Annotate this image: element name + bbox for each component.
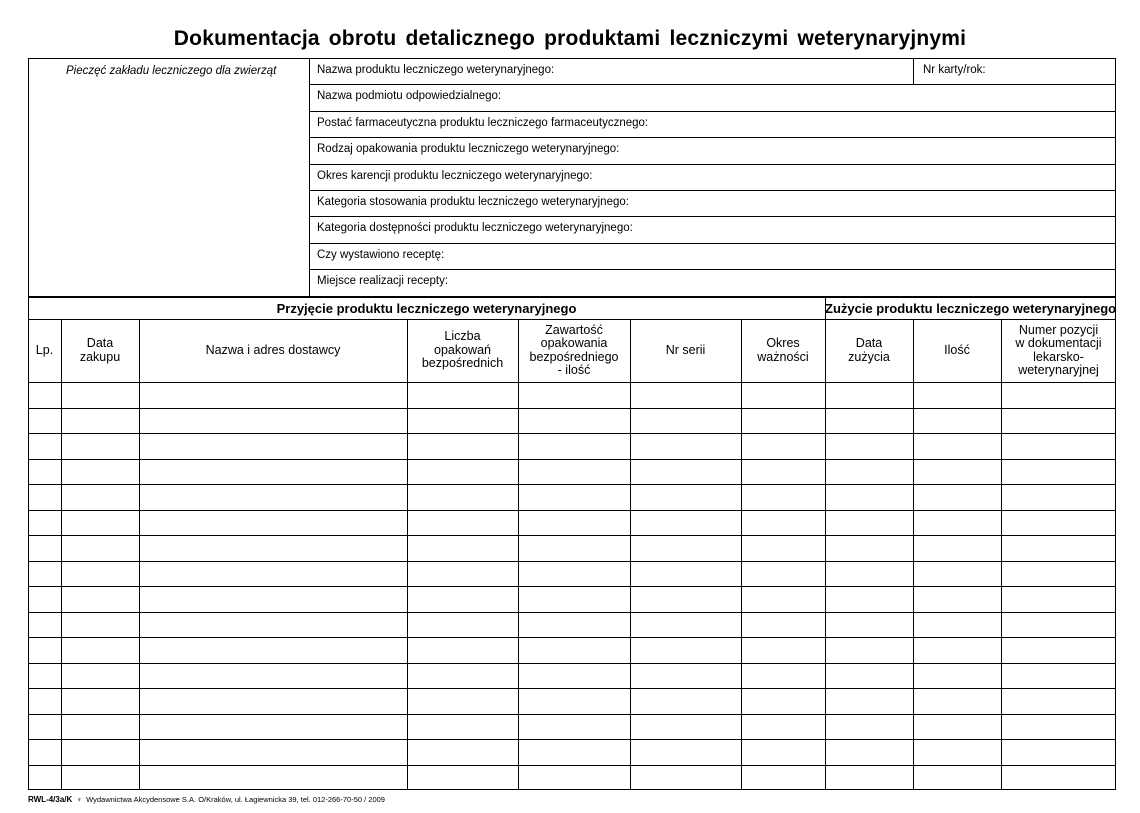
card-divider <box>913 58 914 84</box>
section-receipt-title: Przyjęcie produktu leczniczego weterynaryjnego <box>276 301 577 316</box>
column-header-label: Ilość <box>944 342 970 357</box>
table-row-line <box>28 714 1116 715</box>
column-header-label: Okres ważności <box>757 336 809 364</box>
header-row-line <box>309 111 1116 112</box>
column-divider <box>518 319 519 790</box>
table-row-line <box>28 765 1116 766</box>
header-bottom-line <box>28 296 1116 298</box>
table-row-line <box>28 663 1116 664</box>
column-header-label: Nazwa i adres dostawcy <box>205 342 341 357</box>
column-header <box>1001 319 1116 382</box>
column-header <box>139 319 407 382</box>
header-row-line <box>309 137 1116 138</box>
column-divider <box>825 319 826 790</box>
column-header <box>913 319 1001 382</box>
column-header-label: Nr serii <box>665 342 706 357</box>
column-divider <box>630 319 631 790</box>
column-header <box>825 319 913 382</box>
table-row-line <box>28 561 1116 562</box>
column-header <box>630 319 741 382</box>
table-row-line <box>28 433 1116 434</box>
column-header <box>407 319 518 382</box>
column-divider <box>407 319 408 790</box>
table-row-line <box>28 510 1116 511</box>
header-row-line <box>309 164 1116 165</box>
column-header <box>518 319 630 382</box>
header-field-label: Kategoria stosowania produktu leczniczego weterynaryjnego: <box>317 196 629 208</box>
header-row-line <box>309 269 1116 270</box>
table-row-line <box>28 612 1116 613</box>
table-row-line <box>28 459 1116 460</box>
column-divider <box>1001 319 1002 790</box>
table-row-line <box>28 637 1116 638</box>
column-header-label: Zawartość opakowania bezpośredniego - ilość <box>529 322 619 377</box>
stamp-label: Pieczęć zakładu leczniczego dla zwierząt <box>66 65 277 77</box>
card-number-label: Nr karty/rok: <box>923 64 986 76</box>
table-row-line <box>28 586 1116 587</box>
column-header-label: Numer pozycji w dokumentacji lekarsko- weterynaryjnej <box>1015 322 1102 377</box>
page-title: Dokumentacja obrotu detalicznego produktami leczniczymi weterynaryjnymi <box>173 27 967 50</box>
table-row-line <box>28 739 1116 740</box>
column-divider <box>139 319 140 790</box>
table-row-line <box>28 688 1116 689</box>
column-header <box>61 319 139 382</box>
table-row-line <box>28 484 1116 485</box>
column-header-label: Liczba opakowań bezpośrednich <box>421 329 504 371</box>
header-field-label: Okres karencji produktu leczniczego weterynaryjnego: <box>317 169 593 182</box>
header-field-label: Nazwa podmiotu odpowiedzialnego: <box>317 90 502 103</box>
table-row-line <box>28 408 1116 409</box>
table-row-line <box>28 535 1116 536</box>
column-divider <box>913 319 914 790</box>
publisher-info: Wydawnictwa Akcydensowe S.A. O/Kraków, ul. Łagiewnicka 39, tel. 012-266-70-50 / 2009 <box>86 795 385 804</box>
header-divider <box>309 58 310 296</box>
form-border <box>28 58 1116 790</box>
header-field-label: Czy wystawiono receptę: <box>317 248 445 261</box>
header-row-line <box>309 84 1116 85</box>
header-row-line <box>309 190 1116 191</box>
column-header <box>28 319 61 382</box>
header-field-label: Miejsce realizacji recepty: <box>317 275 449 288</box>
header-field-label: Postać farmaceutyczna produktu leczniczego farmaceutycznego: <box>317 116 649 129</box>
section-usage-title: Zużycie produktu leczniczego weterynaryjnego <box>825 301 1117 316</box>
header-field-label: Nazwa produktu leczniczego weterynaryjnego: <box>317 64 555 76</box>
column-header-bottom-line <box>28 382 1116 383</box>
column-header-label: Data zakupu <box>79 336 121 364</box>
header-row-line <box>309 216 1116 217</box>
form-code: RWL-4/3a/K <box>28 795 73 804</box>
column-header-label: Lp. <box>35 342 54 357</box>
column-divider <box>741 319 742 790</box>
footer <box>28 795 385 804</box>
header-field-label: Rodzaj opakowania produktu leczniczego weterynaryjnego: <box>317 143 620 156</box>
publisher-logo-icon: ♆ <box>76 795 83 804</box>
column-header <box>741 319 825 382</box>
header-row-line <box>309 243 1116 244</box>
column-header-label: Data zużycia <box>848 336 890 364</box>
header-field-label: Kategoria dostępności produktu leczniczego weterynaryjnego: <box>317 222 633 235</box>
column-divider <box>61 319 62 790</box>
